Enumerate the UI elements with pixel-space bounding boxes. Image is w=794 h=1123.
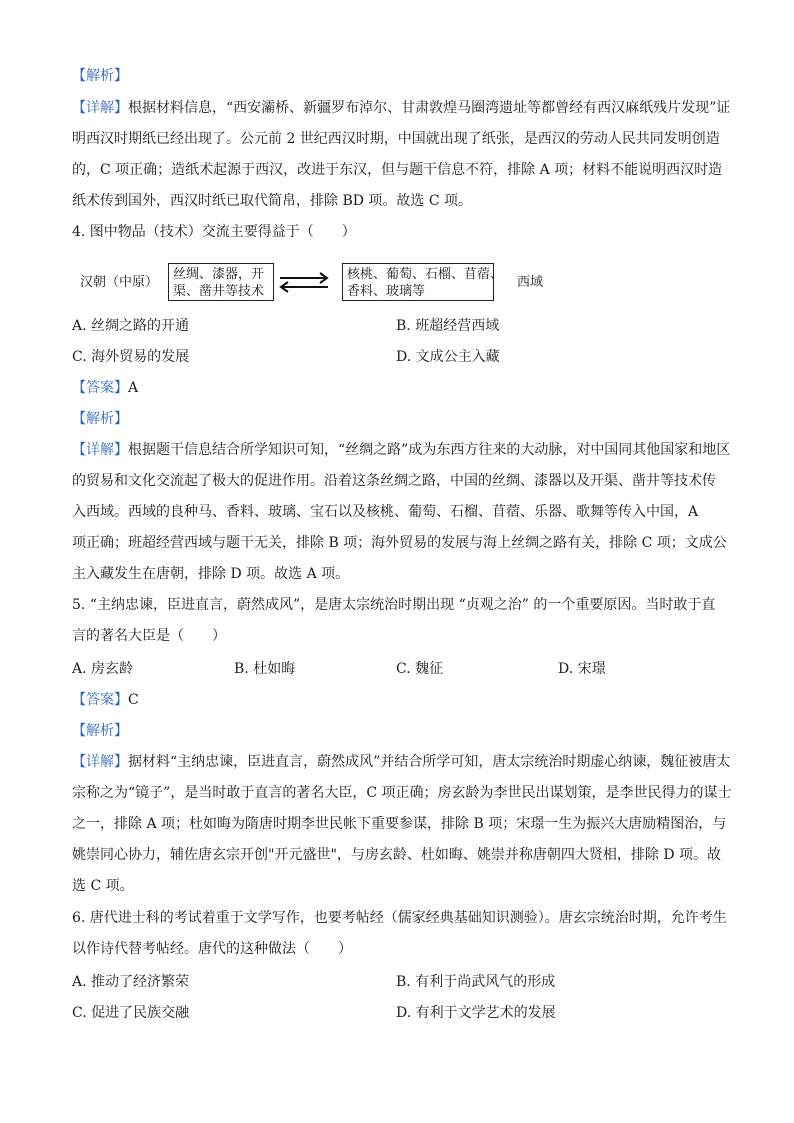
- q6-option-a[interactable]: A. 推动了经济繁荣: [72, 974, 190, 990]
- q4-stem: 4. 图中物品（技术）交流主要得益于（ ）: [72, 224, 356, 240]
- q5-option-d[interactable]: D. 宋璟: [558, 661, 606, 677]
- western-regions-goods-box: 核桃、葡萄、石榴、苜蓿、 香料、玻璃等: [342, 263, 494, 301]
- q3-detail-line-3: 的，C 项正确；造纸术起源于西汉，改进于东汉，但与题干信息不符，排除 A 项；材料不能说明西汉时造: [72, 162, 723, 178]
- q6-stem-line-1: 6. 唐代进士科的考试着重于文学写作，也要考帖经（儒家经典基础知识测验）。唐玄宗统治时期，允许考生: [72, 910, 727, 926]
- q4-option-b[interactable]: B. 班超经营西域: [396, 318, 500, 334]
- q6-option-b[interactable]: B. 有利于尚武风气的形成: [396, 974, 556, 990]
- q5-detail-line-1: 【详解】据材料“主纳忠谏，臣进直言，蔚然成风”并结合所学可知，唐太宗统治时期虚心纳谏，魏征被唐太: [72, 754, 731, 770]
- q4-answer: 【答案】A: [72, 380, 139, 396]
- q6-option-d[interactable]: D. 有利于文学艺术的发展: [396, 1005, 556, 1021]
- q4-detail-line-4: 项正确；班超经营西域与题干无关，排除 B 项；海外贸易的发展与海上丝绸之路有关，排除 C 项；文成公: [72, 535, 727, 551]
- q5-detail-tag: 【详解】: [72, 754, 128, 770]
- q4-detail-line-5: 主入藏发生在唐朝，排除 D 项。故选 A 项。: [72, 566, 350, 582]
- q5-option-b[interactable]: B. 杜如晦: [234, 661, 296, 677]
- q5-detail-line-5: 选 C 项。: [72, 878, 134, 894]
- q5-option-a[interactable]: A. 房玄龄: [72, 661, 134, 677]
- q5-detail-line-4: 姚崇同心协力，辅佐唐玄宗开创"开元盛世"，与房玄龄、杜如晦、姚崇并称唐朝四大贤相，排除 D 项。故: [72, 847, 722, 863]
- q4-analysis-tag: 【解析】: [72, 411, 128, 427]
- q5-option-c[interactable]: C. 魏征: [396, 661, 444, 677]
- q4-option-c[interactable]: C. 海外贸易的发展: [72, 349, 190, 365]
- q3-analysis-tag: 【解析】: [72, 68, 128, 84]
- q6-option-c[interactable]: C. 促进了民族交融: [72, 1005, 190, 1021]
- q3-detail-line-1: 【详解】根据材料信息，“西安灞桥、新疆罗布淖尔、甘肃敦煌马圈湾遗址等都曾经有西汉麻纸残片发现”证: [72, 100, 731, 116]
- q3-detail-tag: 【详解】: [72, 100, 128, 116]
- two-way-arrow-icon: [278, 272, 330, 294]
- q5-analysis-tag: 【解析】: [72, 723, 128, 739]
- q5-detail-line-2: 宗称之为“镜子”，是当时敢于直言的著名大臣，C 项正确；房玄龄为李世民出谋划策，是李世民得力的谋士: [72, 785, 732, 801]
- q5-detail-line-3: 之一，排除 A 项；杜如晦为隋唐时期李世民帐下重要参谋，排除 B 项；宋璟一生为振兴大唐励精图治，与: [72, 816, 727, 832]
- q4-option-a[interactable]: A. 丝绸之路的开通: [72, 318, 190, 334]
- q5-stem-line-2: 言的著名大臣是（ ）: [72, 628, 226, 644]
- q6-stem-line-2: 以作诗代替考帖经。唐代的这种做法（ ）: [72, 941, 352, 957]
- q5-stem-line-1: 5. “主纳忠谏，臣进直言，蔚然成风”，是唐太宗统治时期出现 “贞观之治” 的一个重要原因。当时敢于直: [72, 597, 716, 613]
- western-regions-label: 西域: [517, 275, 544, 290]
- q5-answer: 【答案】C: [72, 692, 139, 708]
- q3-detail-line-4: 纸术传到国外，西汉时纸已取代简帛，排除 BD 项。故选 C 项。: [72, 193, 473, 209]
- q4-detail-line-2: 的贸易和文化交流起了极大的促进作用。沿着这条丝绸之路，中国的丝绸、漆器以及开渠、凿井等技术传: [72, 473, 716, 489]
- han-goods-box: 丝绸、漆器，开 渠、凿井等技术: [168, 263, 274, 301]
- han-dynasty-label: 汉朝（中原）: [80, 275, 159, 290]
- q4-detail-tag: 【详解】: [72, 442, 128, 458]
- q4-detail-line-1: 【详解】根据题干信息结合所学知识可知，“丝绸之路”成为东西方往来的大动脉，对中国同其他国家和地区: [72, 442, 731, 458]
- q3-detail-line-2: 明西汉时期纸已经出现了。公元前 2 世纪西汉时期，中国就出现了纸张，是西汉的劳动人民共同发明创造: [72, 131, 720, 147]
- q4-option-d[interactable]: D. 文成公主入藏: [396, 349, 500, 365]
- q4-detail-line-3: 入西域。西域的良种马、香料、玻璃、宝石以及核桃、葡萄、石榴、苜蓿、乐器、歌舞等传入中国，A: [72, 504, 699, 520]
